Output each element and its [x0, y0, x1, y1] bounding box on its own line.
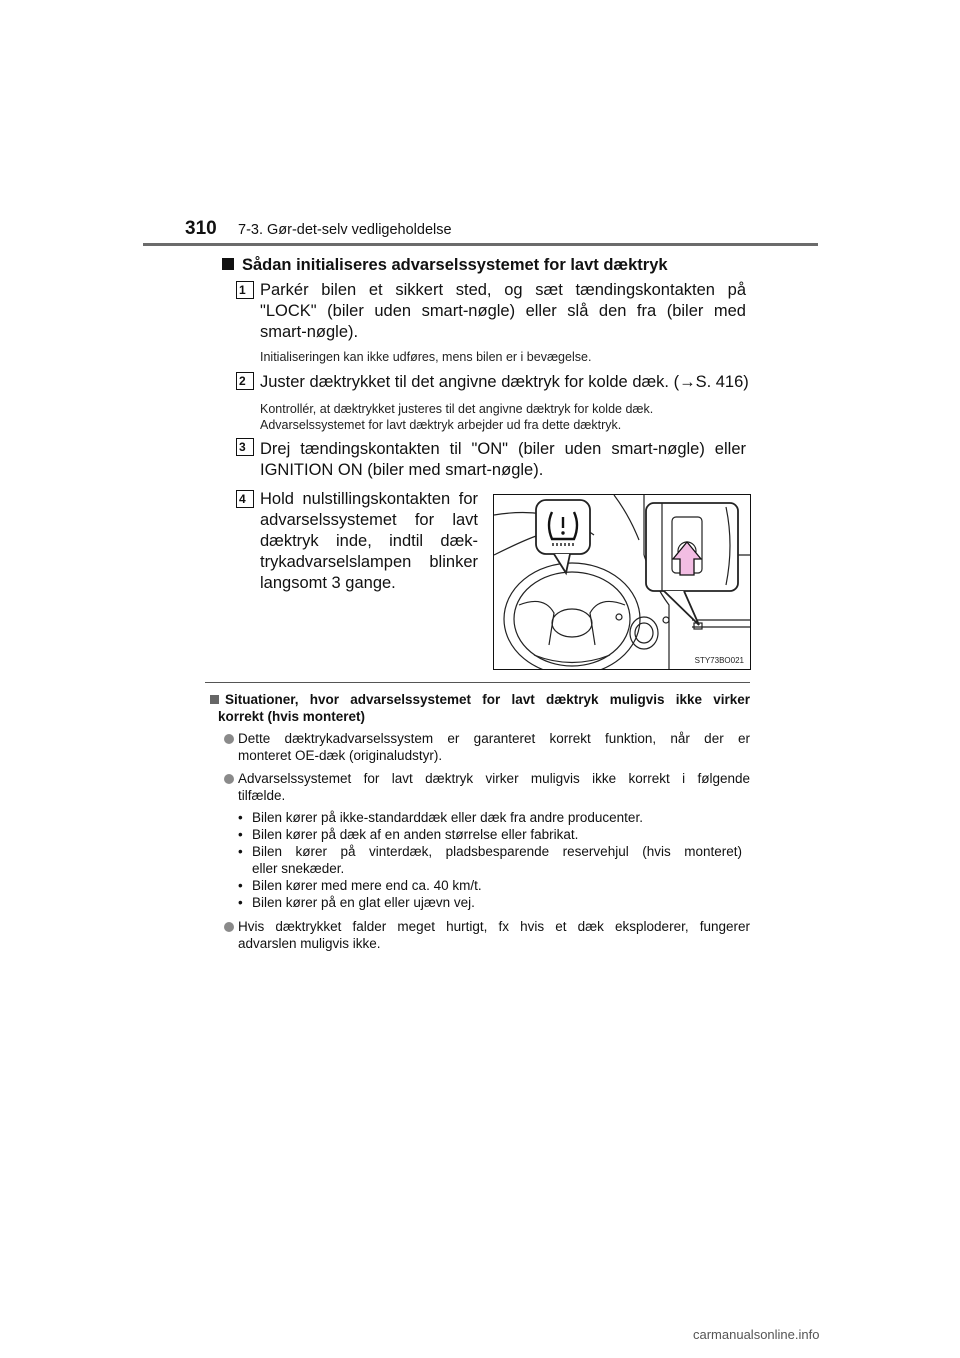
- bullet-item: [224, 730, 750, 764]
- step-4-line: langsomt 3 gange.: [260, 574, 396, 592]
- step-3-line: IGNITION ON (biler med smart-nøgle).: [260, 461, 544, 479]
- step-number-4: 4: [236, 490, 254, 508]
- step-4-text: [260, 489, 478, 594]
- square-bullet-icon: [222, 258, 234, 270]
- dashboard-illustration: [494, 495, 750, 669]
- step-4-line: trykadvarselslampen blinker: [260, 553, 478, 571]
- bullet-text: tilfælde.: [238, 788, 286, 803]
- sub-list-item: • Bilen kører på vinterdæk, pladsbesparende reservehjul (hvis monteret): [238, 844, 742, 859]
- bullet-text: advarslen muligvis ikke.: [238, 936, 381, 951]
- sub-list-item: • Bilen kører på ikke-standarddæk eller dæk fra andre producenter.: [238, 810, 643, 825]
- step-number-2: 2: [236, 372, 254, 390]
- bullet-dot-icon: [224, 734, 234, 744]
- step-1-text: [260, 280, 746, 343]
- bullet-item: [224, 770, 750, 804]
- step-number-1: 1: [236, 281, 254, 299]
- watermark: carmanualsonline.info: [693, 1327, 820, 1342]
- section-title: 7-3. Gør-det-selv vedligeholdelse: [238, 222, 452, 238]
- step-2-note: [260, 401, 653, 433]
- step-1-note: Initialiseringen kan ikke udføres, mens bilen er i bevægelse.: [260, 350, 592, 364]
- sub-list: [238, 809, 748, 911]
- sub-list-item: • Bilen kører på dæk af en anden størrelse eller fabrikat.: [238, 827, 579, 842]
- step-1-line: "LOCK" (biler uden smart-nøgle) eller slå den fra (biler med: [260, 302, 746, 320]
- bullet-text: Dette dæktrykadvarselssystem er garanteret korrekt funktion, når der er: [238, 731, 750, 746]
- step-2-text: [260, 372, 750, 393]
- square-bullet-icon: [210, 695, 219, 704]
- bullet-dot-icon: [224, 774, 234, 784]
- bullet-item: [224, 918, 750, 952]
- bullet-text: Advarselssystemet for lavt dæktryk virker muligvis ikke korrekt i følgende: [238, 771, 750, 786]
- step-4-line: dæktryk inde, indtil dæk-: [260, 532, 478, 550]
- step-2-line: Juster dæktrykket til det angivne dæktryk for kolde dæk. (→S. 416): [260, 373, 749, 391]
- step-2-note-line: Kontrollér, at dæktrykket justeres til det angivne dæktryk for kolde dæk.: [260, 402, 654, 416]
- step-1-line: Parkér bilen et sikkert sted, og sæt tændingskontakten på: [260, 281, 746, 299]
- section-divider: [205, 682, 750, 683]
- step-4-line: advarselssystemet for lavt: [260, 511, 478, 529]
- step-2-note-line: Advarselssystemet for lavt dæktryk arbejder ud fra dette dæktryk.: [260, 418, 622, 432]
- bullet-dot-icon: [224, 922, 234, 932]
- situations-heading: [210, 691, 750, 725]
- figure-code: STY73BO021: [694, 656, 744, 665]
- step-3-text: [260, 439, 746, 481]
- tpms-reset-illustration: [493, 494, 751, 670]
- bullet-text: Hvis dæktrykket falder meget hurtigt, fx hvis et dæk eksploderer, fungerer: [238, 919, 750, 934]
- sub-list-item-continued: eller snekæder.: [252, 861, 345, 876]
- sub-list-item: • Bilen kører på en glat eller ujævn vej.: [238, 895, 475, 910]
- step-4-line: Hold nulstillingskontakten for: [260, 490, 478, 508]
- page-number: 310: [185, 218, 217, 239]
- step-number-3: 3: [236, 438, 254, 456]
- sub-list-item: • Bilen kører med mere end ca. 40 km/t.: [238, 878, 482, 893]
- step-3-line: Drej tændingskontakten til "ON" (biler uden smart-nøgle) eller: [260, 440, 746, 458]
- bullet-text: monteret OE-dæk (originaludstyr).: [238, 748, 443, 763]
- page-header: [0, 0, 960, 250]
- situations-title-line: korrekt (hvis monteret): [218, 709, 366, 724]
- procedure-heading: [222, 256, 668, 275]
- step-1-line: smart-nøgle).: [260, 323, 359, 341]
- header-divider: [143, 243, 818, 246]
- situations-title-line: Situationer, hvor advarselssystemet for lavt dæktryk muligvis ikke virker: [225, 692, 750, 707]
- procedure-title: Sådan initialiseres advarselssystemet for lavt dæktryk: [242, 256, 668, 274]
